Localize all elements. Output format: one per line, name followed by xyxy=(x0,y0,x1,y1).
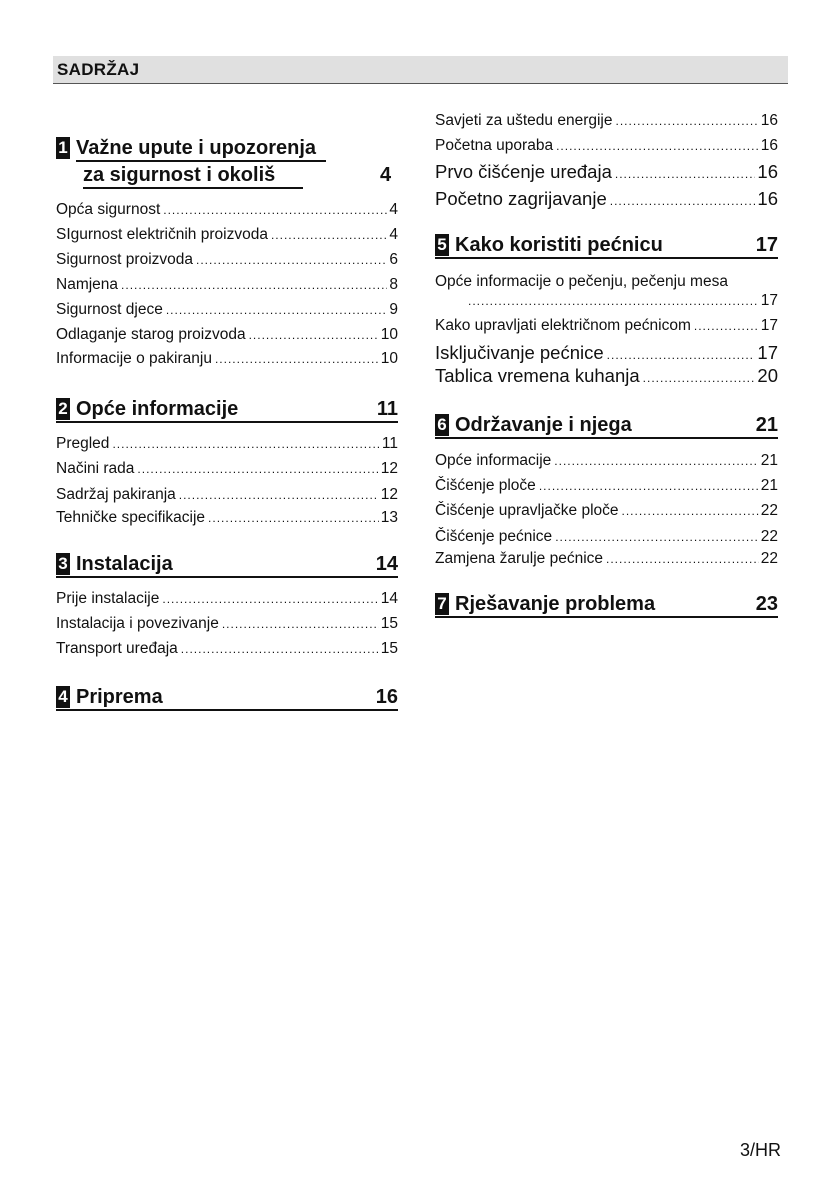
section-5-number: 5 xyxy=(435,234,449,256)
toc-entry[interactable]: Namjena ..... 8 xyxy=(56,276,398,294)
toc-entry[interactable]: Sigurnost proizvoda ..... 6 xyxy=(56,251,398,269)
section-1-title-line2[interactable]: za sigurnost i okoliš xyxy=(83,163,303,189)
section-1-page: 4 xyxy=(380,164,392,186)
toc-entry[interactable]: Tehničke specifikacije ..... 13 xyxy=(56,509,398,527)
section-4-heading[interactable] xyxy=(56,685,398,711)
toc-entry[interactable]: Odlaganje starog proizvoda ..... 10 xyxy=(56,326,398,344)
section-1-title-line1[interactable]: Važne upute i upozorenja xyxy=(76,136,326,162)
section-4-title: Priprema xyxy=(76,686,163,708)
toc-entry[interactable]: Instalacija i povezivanje ..... 15 xyxy=(56,615,398,633)
section-3-heading[interactable] xyxy=(56,552,398,578)
toc-entry[interactable]: Kako upravljati električnom pećnicom ..... 17 xyxy=(435,317,778,335)
toc-entry[interactable]: Tablica vremena kuhanja ..... 20 xyxy=(435,365,778,389)
toc-entry[interactable]: Načini rada ..... 12 xyxy=(56,460,398,478)
section-5-heading[interactable] xyxy=(435,233,778,259)
section-7-title: Rješavanje problema xyxy=(455,593,656,615)
toc-entry[interactable]: SIgurnost električnih proizvoda ..... 4 xyxy=(56,226,398,244)
toc-entry[interactable]: Opće informacije o pečenju, pečenju mesa xyxy=(435,273,728,290)
page-number: 3/HR xyxy=(740,1140,782,1160)
toc-entry[interactable]: Prvo čišćenje uređaja ..... 16 xyxy=(435,161,778,185)
section-1-number: 1 xyxy=(56,137,70,159)
section-2-number: 2 xyxy=(56,398,70,420)
toc-entry[interactable]: Informacije o pakiranju ..... 10 xyxy=(56,350,398,368)
toc-entry[interactable]: Početna uporaba ..... 16 xyxy=(435,137,778,155)
section-7-number: 7 xyxy=(435,593,449,615)
toc-entry[interactable]: Prije instalacije ..... 14 xyxy=(56,590,398,608)
toc-entry[interactable]: Čišćenje pećnice ..... 22 xyxy=(435,528,778,546)
section-6-page: 21 xyxy=(755,414,778,436)
toc-entry[interactable]: Pregled ..... 11 xyxy=(56,435,398,453)
toc-entry-continuation[interactable]: ..... 17 xyxy=(435,292,778,310)
section-4-page: 16 xyxy=(375,686,398,708)
toc-entry[interactable]: Savjeti za uštedu energije ..... 16 xyxy=(435,112,778,130)
page-title: SADRŽAJ xyxy=(57,60,140,79)
section-6-title: Održavanje i njega xyxy=(455,414,632,436)
toc-entry[interactable]: Čišćenje ploče ..... 21 xyxy=(435,477,778,495)
toc-entry[interactable]: Početno zagrijavanje ..... 16 xyxy=(435,188,778,212)
section-5-title: Kako koristiti pećnicu xyxy=(455,234,663,256)
toc-entry[interactable]: Isključivanje pećnice ..... 17 xyxy=(435,342,778,366)
section-6-number: 6 xyxy=(435,414,449,436)
section-7-page: 23 xyxy=(755,593,778,615)
section-2-page: 11 xyxy=(376,398,398,420)
section-3-page: 14 xyxy=(375,553,398,575)
toc-entry[interactable]: Zamjena žarulje pećnice ..... 22 xyxy=(435,550,778,568)
section-2-heading[interactable] xyxy=(56,397,398,423)
toc-entry[interactable]: Sadržaj pakiranja ..... 12 xyxy=(56,486,398,504)
section-2-title: Opće informacije xyxy=(76,398,239,420)
section-3-title: Instalacija xyxy=(76,553,173,575)
header-bar xyxy=(53,56,788,84)
section-3-number: 3 xyxy=(56,553,70,575)
toc-entry[interactable]: Sigurnost djece ..... 9 xyxy=(56,301,398,319)
toc-entry[interactable]: Opće informacije ..... 21 xyxy=(435,452,778,470)
section-4-number: 4 xyxy=(56,686,70,708)
section-7-heading[interactable] xyxy=(435,592,778,618)
section-5-page: 17 xyxy=(755,234,778,256)
toc-entry[interactable]: Čišćenje upravljačke ploče ..... 22 xyxy=(435,502,778,520)
toc-entry[interactable]: Opća sigurnost ..... 4 xyxy=(56,201,398,219)
toc-entry[interactable]: Transport uređaja ..... 15 xyxy=(56,640,398,658)
section-6-heading[interactable] xyxy=(435,413,778,439)
